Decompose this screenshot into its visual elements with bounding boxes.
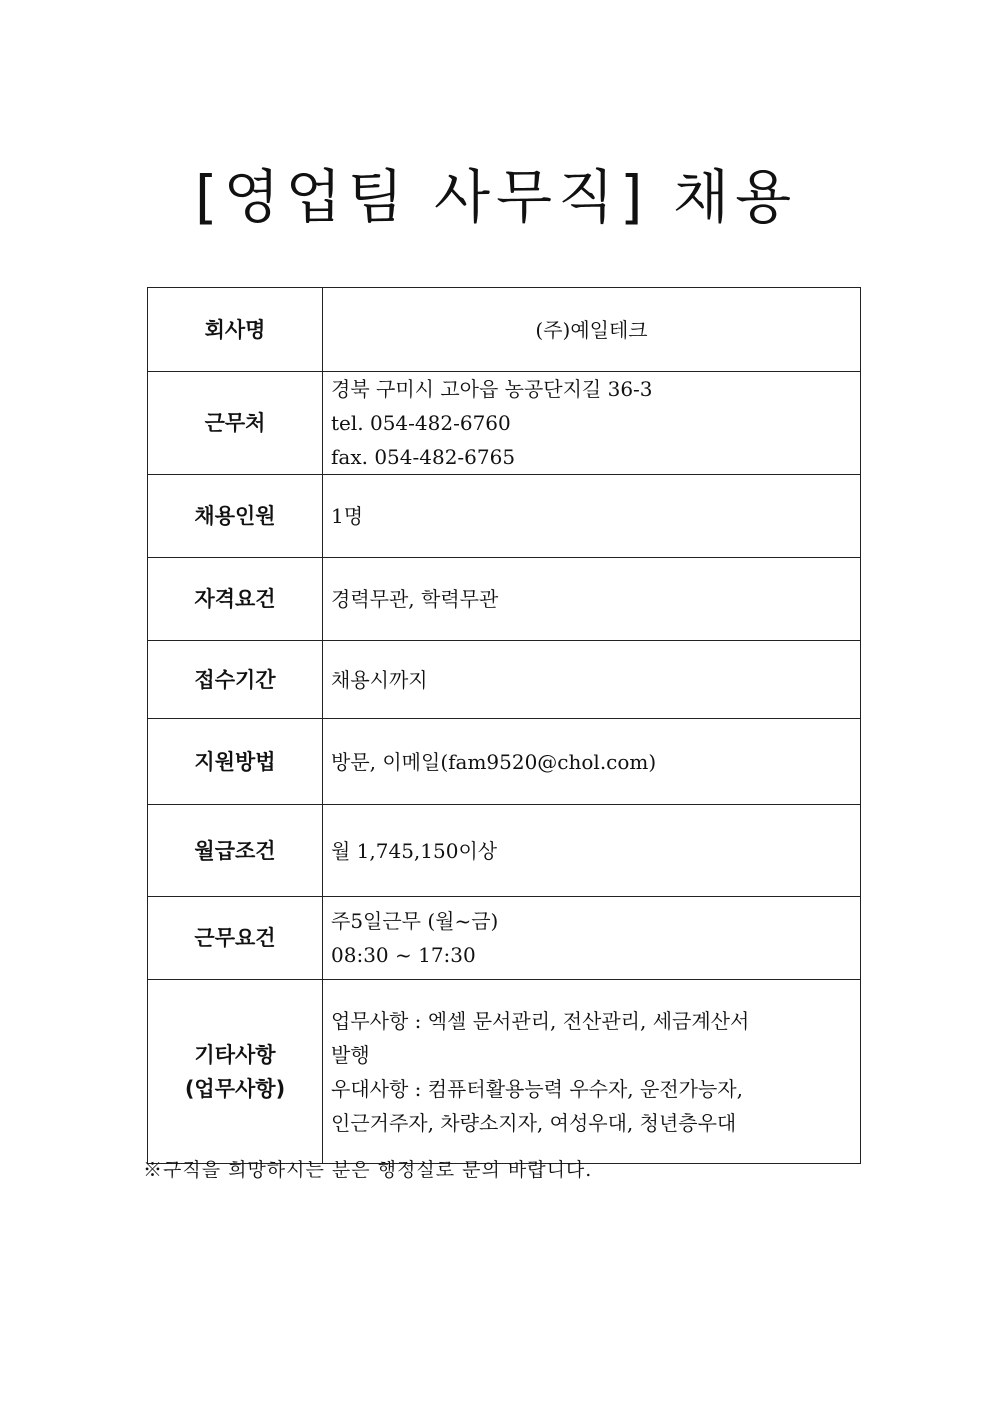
- work-hours: 08:30 ~ 17:30: [331, 943, 476, 967]
- other-value-line: 우대사항 : 컴퓨터활용능력 우수자, 운전가능자,: [331, 1076, 743, 1101]
- other-value-line: 인근거주자, 차량소지자, 여성우대, 청년층우대: [331, 1110, 737, 1135]
- other-label-line: (업무사항): [184, 1076, 286, 1101]
- other-value-line: 발행: [331, 1042, 370, 1067]
- row-label-salary: 월급조건: [148, 805, 323, 897]
- other-label-line: 기타사항: [194, 1042, 276, 1067]
- row-label-apply-method: 지원방법: [148, 719, 323, 805]
- table-row: [148, 558, 861, 641]
- row-label-other: [148, 980, 323, 1164]
- table-row: [148, 980, 861, 1164]
- row-value-work-conditions: [323, 897, 861, 980]
- workplace-address: 경북 구미시 고아읍 농공단지길 36-3: [331, 377, 653, 401]
- row-value-company: (주)예일테크: [323, 288, 861, 372]
- row-value-apply-method: 방문, 이메일(fam9520@chol.com): [323, 719, 861, 805]
- row-value-workplace: [323, 372, 861, 475]
- table-row: [148, 288, 861, 372]
- row-label-work-conditions: 근무요건: [148, 897, 323, 980]
- table-row: [148, 475, 861, 558]
- page-title: [영업팀 사무직] 채용: [194, 163, 798, 231]
- row-value-other: [323, 980, 861, 1164]
- recruitment-info-table: [147, 287, 861, 1164]
- row-label-qualification: 자격요건: [148, 558, 323, 641]
- table-row: [148, 719, 861, 805]
- footnote: ※구직을 희망하시는 분은 행정실로 문의 바랍니다.: [143, 1159, 593, 1181]
- table-row: [148, 372, 861, 475]
- row-label-workplace: 근무처: [148, 372, 323, 475]
- table-row: [148, 897, 861, 980]
- table-row: [148, 805, 861, 897]
- row-label-period: 접수기간: [148, 641, 323, 719]
- table-row: [148, 641, 861, 719]
- row-value-qualification: 경력무관, 학력무관: [323, 558, 861, 641]
- row-label-company: 회사명: [148, 288, 323, 372]
- other-value-line: 업무사항 : 엑셀 문서관리, 전산관리, 세금계산서: [331, 1008, 750, 1033]
- row-value-headcount: 1명: [323, 475, 861, 558]
- workplace-fax: fax. 054-482-6765: [331, 445, 516, 469]
- workplace-tel: tel. 054-482-6760: [331, 411, 511, 435]
- row-value-salary: 월 1,745,150이상: [323, 805, 861, 897]
- row-value-period: 채용시까지: [323, 641, 861, 719]
- work-days: 주5일근무 (월~금): [331, 909, 499, 933]
- row-label-headcount: 채용인원: [148, 475, 323, 558]
